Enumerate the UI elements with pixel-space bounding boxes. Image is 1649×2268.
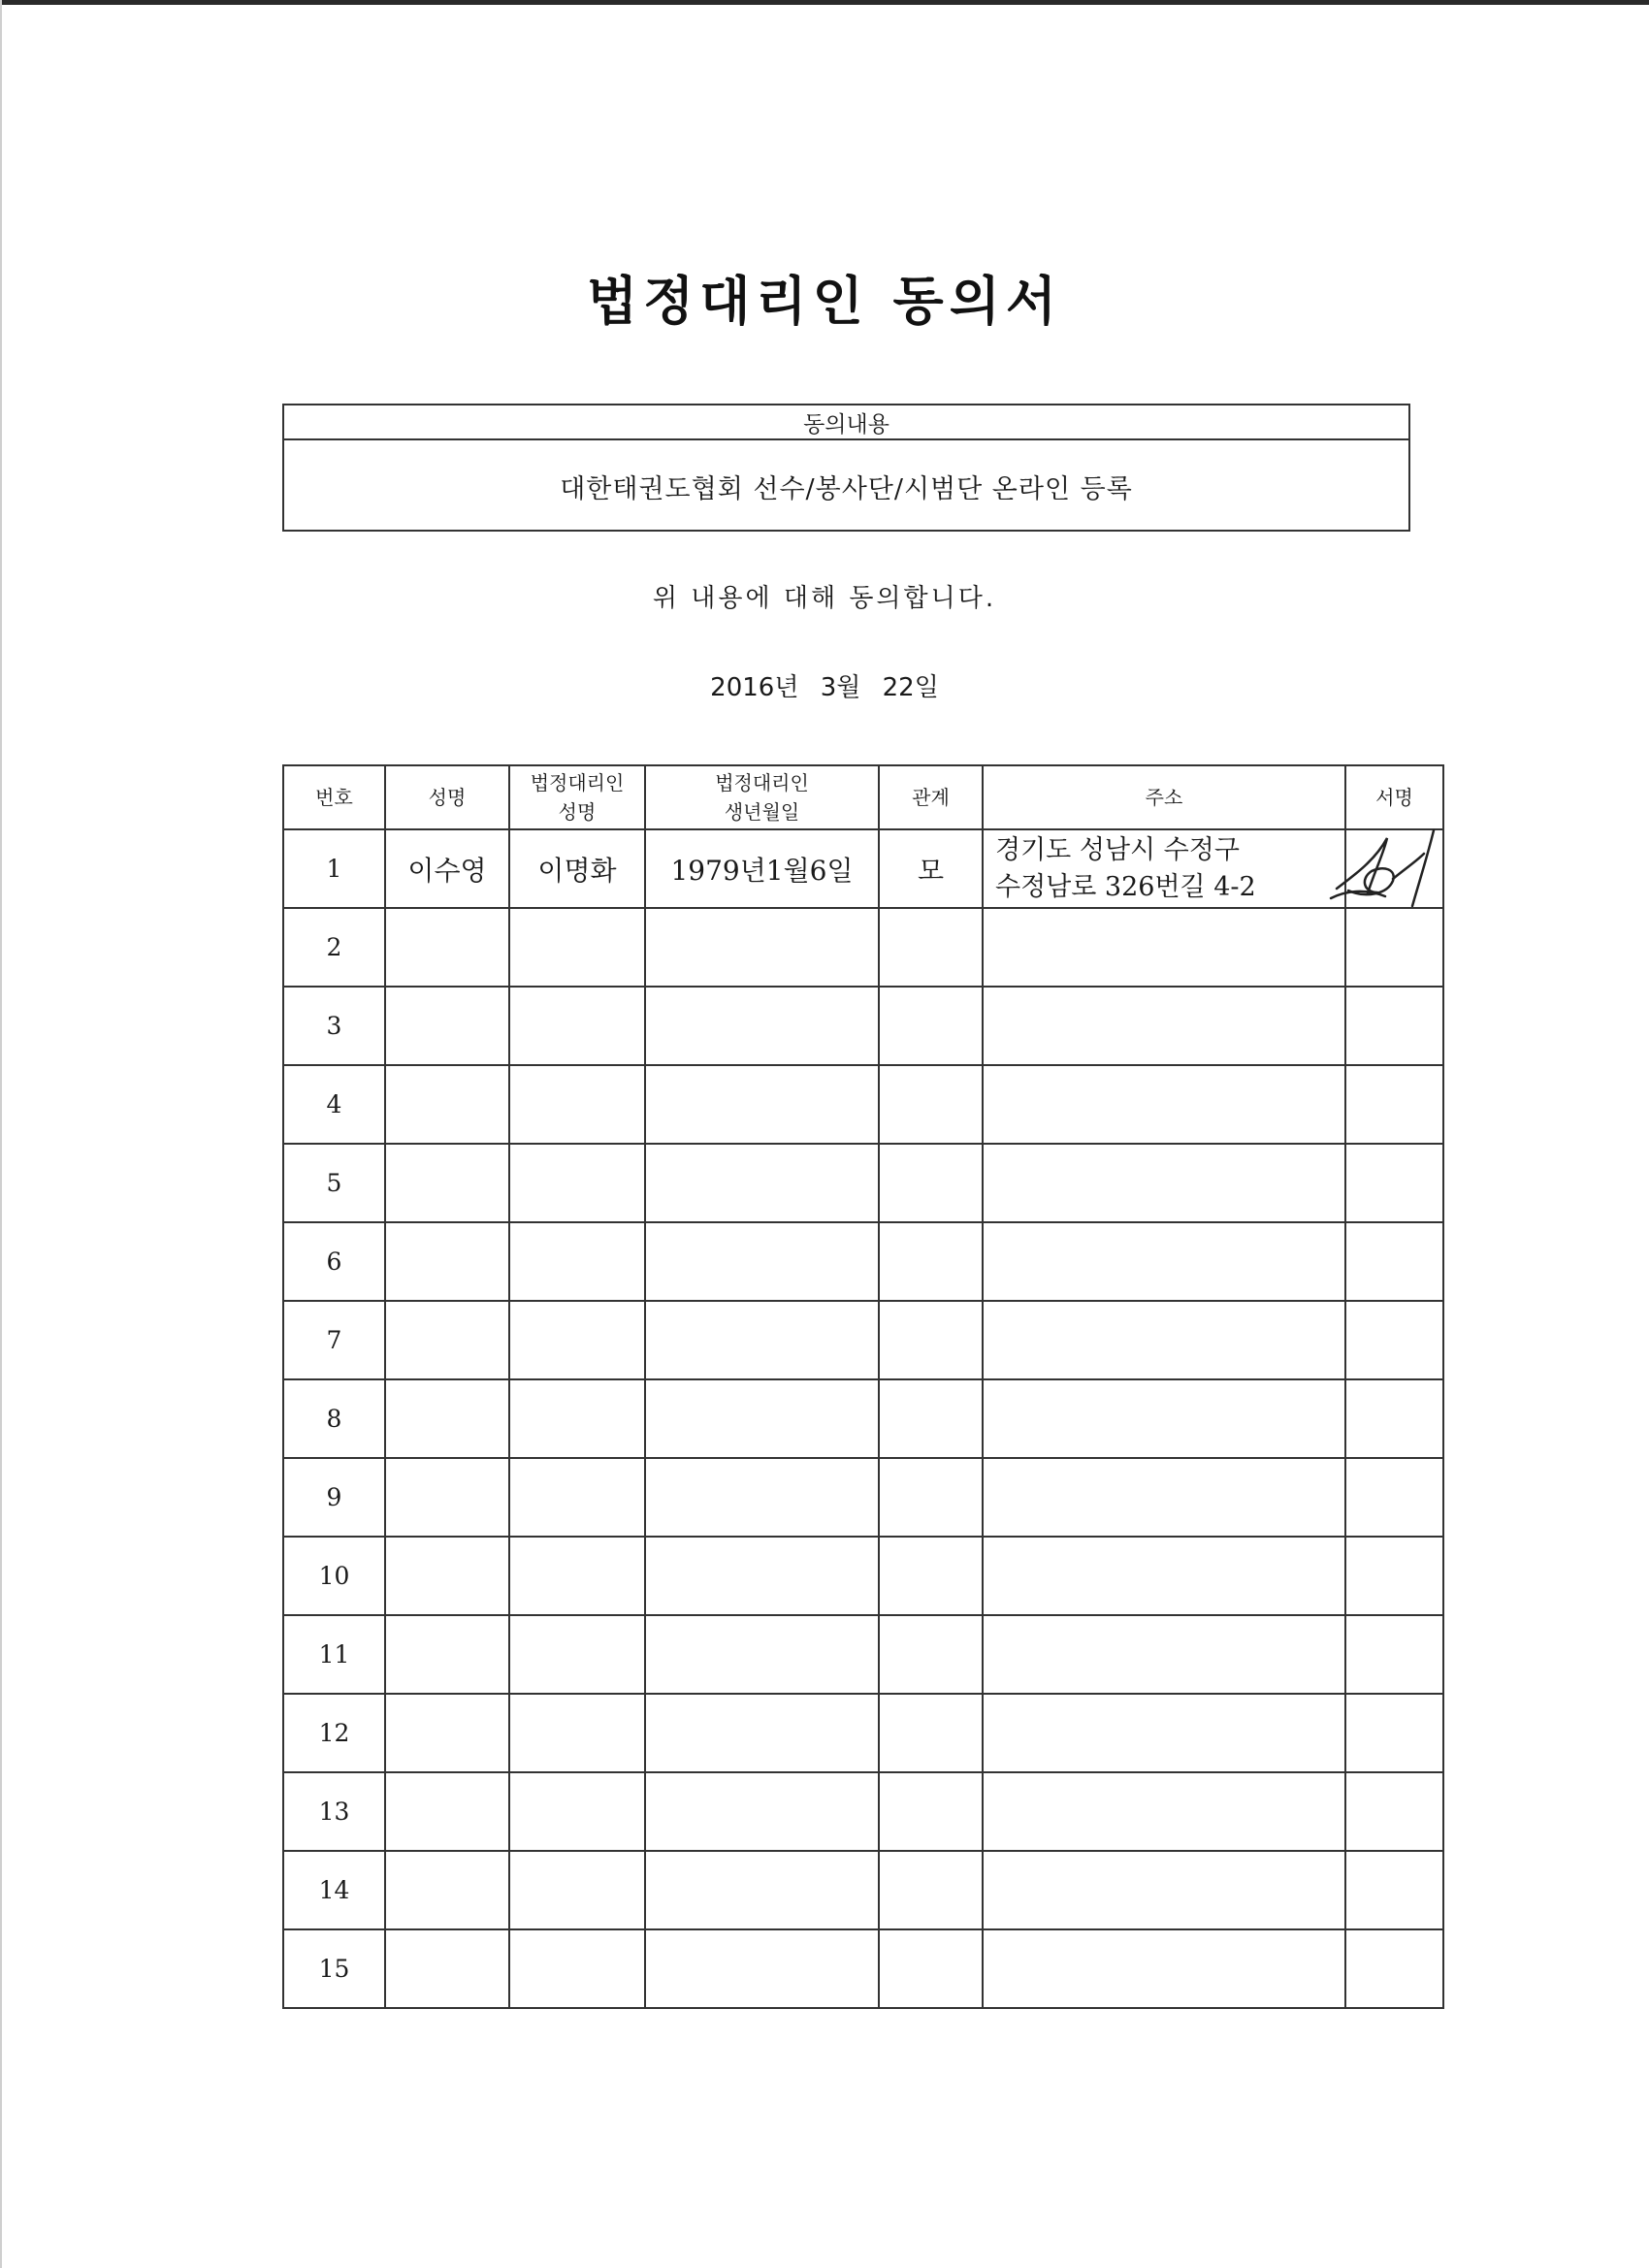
header-no: 번호 bbox=[283, 765, 385, 829]
row-signature bbox=[1345, 1694, 1443, 1772]
document-title: 법정대리인 동의서 bbox=[586, 271, 1063, 332]
row-number: 7 bbox=[283, 1301, 385, 1379]
row-address bbox=[983, 1065, 1345, 1144]
row-guardian-name bbox=[509, 1144, 645, 1222]
table-row bbox=[283, 1065, 1443, 1144]
row-name bbox=[385, 1851, 509, 1929]
row-guardian-birth bbox=[645, 1929, 879, 2008]
row-name bbox=[385, 987, 509, 1065]
row-signature bbox=[1345, 1144, 1443, 1222]
row-number: 1 bbox=[283, 829, 385, 908]
scan-left-edge bbox=[0, 0, 2, 2268]
row-number: 8 bbox=[283, 1379, 385, 1458]
header-guardian-birth bbox=[645, 765, 879, 829]
row-guardian-name bbox=[509, 1222, 645, 1301]
row-address bbox=[983, 1772, 1345, 1851]
header-relation: 관계 bbox=[879, 765, 983, 829]
row-name bbox=[385, 1379, 509, 1458]
row-address bbox=[983, 908, 1345, 987]
row-address bbox=[983, 1694, 1345, 1772]
row-guardian-birth bbox=[645, 1458, 879, 1537]
row-guardian-birth bbox=[645, 1379, 879, 1458]
row-number: 9 bbox=[283, 1458, 385, 1537]
row-guardian-birth bbox=[645, 1144, 879, 1222]
row-name bbox=[385, 1694, 509, 1772]
row-guardian-birth bbox=[645, 908, 879, 987]
row-address bbox=[983, 1144, 1345, 1222]
table-row bbox=[283, 1615, 1443, 1694]
table-row bbox=[283, 1144, 1443, 1222]
row-address bbox=[983, 1851, 1345, 1929]
row-guardian-birth bbox=[645, 987, 879, 1065]
table-row bbox=[283, 1772, 1443, 1851]
row-guardian-name bbox=[509, 908, 645, 987]
row-address bbox=[983, 1458, 1345, 1537]
row-relation bbox=[879, 1222, 983, 1301]
table-row bbox=[283, 829, 1443, 908]
header-guardian-birth-line2: 생년월일 bbox=[724, 800, 800, 824]
table-row bbox=[283, 908, 1443, 987]
row-name bbox=[385, 1458, 509, 1537]
row-guardian-name bbox=[509, 1694, 645, 1772]
consent-content: 대한태권도협회 선수/봉사단/시범단 온라인 등록 bbox=[560, 473, 1133, 504]
row-name bbox=[385, 1222, 509, 1301]
header-guardian-name-line2: 성명 bbox=[558, 800, 597, 824]
row-guardian-name: 이명화 bbox=[509, 829, 645, 908]
row-number: 3 bbox=[283, 987, 385, 1065]
row-signature bbox=[1345, 1851, 1443, 1929]
row-number: 12 bbox=[283, 1694, 385, 1772]
table-row bbox=[283, 1301, 1443, 1379]
row-number: 4 bbox=[283, 1065, 385, 1144]
row-guardian-birth bbox=[645, 1851, 879, 1929]
header-address: 주소 bbox=[983, 765, 1345, 829]
row-guardian-name bbox=[509, 987, 645, 1065]
header-guardian-birth-line1: 법정대리인 bbox=[715, 771, 809, 794]
row-number: 10 bbox=[283, 1537, 385, 1615]
row-relation bbox=[879, 1301, 983, 1379]
row-name bbox=[385, 1615, 509, 1694]
row-guardian-birth bbox=[645, 1694, 879, 1772]
row-address bbox=[983, 1537, 1345, 1615]
table-row bbox=[283, 1694, 1443, 1772]
row-signature bbox=[1345, 1615, 1443, 1694]
scan-top-edge bbox=[0, 0, 1649, 5]
row-guardian-name bbox=[509, 1929, 645, 2008]
row-guardian-name bbox=[509, 1537, 645, 1615]
row-relation: 모 bbox=[879, 829, 983, 908]
row-name bbox=[385, 1929, 509, 2008]
row-relation bbox=[879, 1694, 983, 1772]
row-guardian-birth bbox=[645, 1537, 879, 1615]
row-address bbox=[983, 1615, 1345, 1694]
row-address bbox=[983, 1301, 1345, 1379]
row-relation bbox=[879, 1772, 983, 1851]
row-guardian-birth bbox=[645, 1301, 879, 1379]
row-address bbox=[983, 987, 1345, 1065]
table-row bbox=[283, 1222, 1443, 1301]
row-guardian-name bbox=[509, 1379, 645, 1458]
row-number: 6 bbox=[283, 1222, 385, 1301]
consent-date: 2016년 3월 22일 bbox=[710, 673, 939, 702]
signature-stroke-4 bbox=[1412, 830, 1434, 906]
row-name bbox=[385, 1144, 509, 1222]
header-guardian-name-line1: 법정대리인 bbox=[530, 771, 625, 794]
row-address bbox=[983, 1929, 1345, 2008]
row-guardian-name bbox=[509, 1772, 645, 1851]
table-row bbox=[283, 1379, 1443, 1458]
table-header-row bbox=[283, 765, 1443, 829]
row-signature bbox=[1345, 987, 1443, 1065]
guardian-consent-table bbox=[282, 764, 1444, 2009]
row-relation bbox=[879, 908, 983, 987]
row-signature bbox=[1345, 1379, 1443, 1458]
table-body bbox=[283, 829, 1443, 2008]
row-signature bbox=[1345, 1772, 1443, 1851]
row-relation bbox=[879, 1537, 983, 1615]
table-row bbox=[283, 987, 1443, 1065]
row-number: 5 bbox=[283, 1144, 385, 1222]
handwritten-signature bbox=[1327, 821, 1458, 913]
row-guardian-birth bbox=[645, 1772, 879, 1851]
row-relation bbox=[879, 1144, 983, 1222]
row-signature bbox=[1345, 1222, 1443, 1301]
row-address bbox=[983, 1222, 1345, 1301]
row-signature bbox=[1345, 1537, 1443, 1615]
row-number: 15 bbox=[283, 1929, 385, 2008]
row-signature bbox=[1345, 1458, 1443, 1537]
signature-stroke-1 bbox=[1337, 838, 1387, 893]
row-relation bbox=[879, 1065, 983, 1144]
row-address-line-1: 경기도 성남시 수정구 bbox=[995, 834, 1240, 865]
table-row bbox=[283, 1929, 1443, 2008]
row-name: 이수영 bbox=[385, 829, 509, 908]
row-guardian-birth bbox=[645, 1065, 879, 1144]
row-address-line-2: 수정남로 326번길 4-2 bbox=[995, 871, 1256, 902]
row-address bbox=[983, 1379, 1345, 1458]
table-row bbox=[283, 1851, 1443, 1929]
row-name bbox=[385, 1537, 509, 1615]
consent-heading: 동의내용 bbox=[284, 405, 1408, 440]
row-relation bbox=[879, 1615, 983, 1694]
row-guardian-name bbox=[509, 1615, 645, 1694]
row-guardian-birth: 1979년1월6일 bbox=[645, 829, 879, 908]
row-signature bbox=[1345, 829, 1443, 908]
row-relation bbox=[879, 1379, 983, 1458]
signature-stroke-3 bbox=[1393, 854, 1424, 879]
row-relation bbox=[879, 1851, 983, 1929]
row-name bbox=[385, 1065, 509, 1144]
row-guardian-birth bbox=[645, 1615, 879, 1694]
row-relation bbox=[879, 1929, 983, 2008]
row-guardian-birth bbox=[645, 1222, 879, 1301]
table-row bbox=[283, 1537, 1443, 1615]
row-name bbox=[385, 908, 509, 987]
header-name: 성명 bbox=[385, 765, 509, 829]
row-guardian-name bbox=[509, 1458, 645, 1537]
row-signature bbox=[1345, 1929, 1443, 2008]
table-row bbox=[283, 1458, 1443, 1537]
row-relation bbox=[879, 987, 983, 1065]
row-number: 13 bbox=[283, 1772, 385, 1851]
row-number: 14 bbox=[283, 1851, 385, 1929]
row-number: 11 bbox=[283, 1615, 385, 1694]
row-signature bbox=[1345, 908, 1443, 987]
row-signature bbox=[1345, 1065, 1443, 1144]
consent-box bbox=[282, 404, 1410, 532]
row-guardian-name bbox=[509, 1301, 645, 1379]
row-signature bbox=[1345, 1301, 1443, 1379]
row-name bbox=[385, 1301, 509, 1379]
row-guardian-name bbox=[509, 1851, 645, 1929]
header-guardian-name bbox=[509, 765, 645, 829]
row-address bbox=[983, 829, 1345, 908]
header-signature: 서명 bbox=[1345, 765, 1443, 829]
row-relation bbox=[879, 1458, 983, 1537]
row-number: 2 bbox=[283, 908, 385, 987]
agreement-statement: 위 내용에 대해 동의합니다. bbox=[652, 584, 997, 613]
row-guardian-name bbox=[509, 1065, 645, 1144]
row-name bbox=[385, 1772, 509, 1851]
